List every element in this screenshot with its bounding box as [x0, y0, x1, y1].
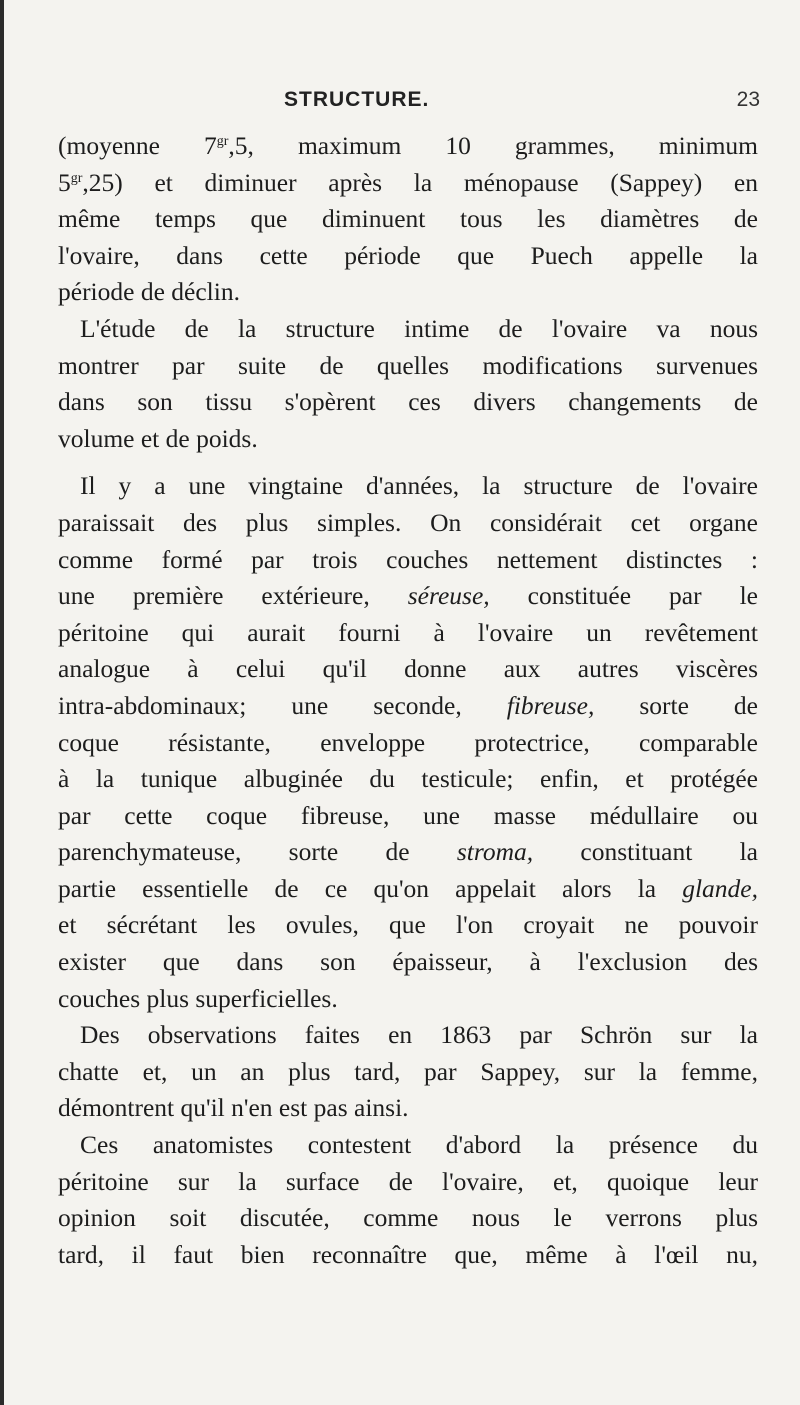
text-segment: Des observations faites en 1863 par Schrön sur la: [80, 1020, 758, 1050]
page-header: [270, 88, 760, 122]
text-segment: démontrent qu'il n'en est pas ainsi.: [58, 1093, 409, 1123]
text-line: [58, 201, 758, 238]
text-segment: dans son tissu s'opèrent ces divers changements de: [58, 387, 758, 417]
text-line: [58, 944, 758, 981]
text-line: [58, 1164, 758, 1201]
text-segment: Ces anatomistes contestent d'abord la présence du: [80, 1130, 758, 1160]
text-segment: 5: [58, 167, 71, 197]
text-line: [58, 725, 758, 762]
text-segment: couches plus superficielles.: [58, 983, 338, 1013]
text-line: [58, 1127, 758, 1164]
text-segment: par cette coque fibreuse, une masse médullaire ou: [58, 800, 758, 830]
text-line: [58, 907, 758, 944]
text-segment: même temps que diminuent tous les diamètres de: [58, 204, 758, 234]
text-segment: L'étude de la structure intime de l'ovaire va nous: [80, 313, 758, 343]
text-segment: coque résistante, enveloppe protectrice, comparable: [58, 727, 758, 757]
text-segment: (moyenne 7: [58, 131, 217, 160]
text-segment: constituant la: [533, 837, 758, 867]
text-segment: partie essentielle de ce qu'on appelait alors la: [58, 873, 683, 903]
page-number: 23: [736, 88, 760, 111]
italic-term: fibreuse,: [506, 690, 595, 720]
text-segment: sorte de: [594, 690, 758, 720]
text-segment: intra-abdominaux; une seconde,: [58, 690, 507, 720]
text-line: [58, 311, 758, 348]
text-segment: opinion soit discutée, comme nous le verrons plus: [58, 1203, 758, 1233]
text-line: [58, 578, 758, 615]
text-line: [58, 1017, 758, 1054]
text-line: [58, 1200, 758, 1237]
unit-superscript: gr: [70, 170, 83, 186]
text-line: [58, 798, 758, 835]
text-segment: à la tunique albuginée du testicule; enfin, et protégée: [58, 764, 758, 794]
text-line: [58, 1090, 758, 1127]
text-segment: période de déclin.: [58, 277, 240, 307]
text-segment: l'ovaire, dans cette période que Puech appelle la: [58, 240, 758, 270]
text-segment: tard, il faut bien reconnaître que, même à l'œil nu,: [58, 1239, 758, 1269]
text-line: [58, 542, 758, 579]
text-segment: Il y a une vingtaine d'années, la structure de l'ovaire: [80, 471, 758, 501]
text-segment: volume et de poids.: [58, 423, 258, 453]
text-line: [58, 348, 758, 385]
body-text: [58, 128, 758, 1273]
text-line: [58, 384, 758, 421]
paragraph-gap: [58, 457, 758, 468]
text-segment: et sécrétant les ovules, que l'on croyait ne pouvoir: [58, 910, 758, 940]
text-line: [58, 505, 758, 542]
page-left-edge: [0, 0, 4, 1405]
text-segment: comme formé par trois couches nettement distinctes :: [58, 544, 758, 574]
text-line: [58, 421, 758, 458]
italic-term: glande,: [682, 873, 758, 903]
italic-term: séreuse,: [407, 581, 490, 611]
text-line: [58, 981, 758, 1018]
text-segment: péritoine sur la surface de l'ovaire, et, quoique leur: [58, 1166, 758, 1196]
text-line: [58, 1054, 758, 1091]
text-line: [58, 871, 758, 908]
text-segment: une première extérieure,: [58, 581, 408, 611]
text-line: [58, 834, 758, 871]
text-segment: exister que dans son épaisseur, à l'exclusion des: [58, 947, 758, 977]
text-line: [58, 651, 758, 688]
text-line: [58, 128, 758, 165]
text-segment: paraissait des plus simples. On considérait cet organe: [58, 507, 758, 537]
text-segment: chatte et, un an plus tard, par Sappey, sur la femme,: [58, 1056, 758, 1086]
text-segment: ,5, maximum 10 grammes, minimum: [228, 131, 758, 160]
text-segment: analogue à celui qu'il donne aux autres viscères: [58, 654, 758, 684]
text-segment: péritoine qui aurait fourni à l'ovaire un revêtement: [58, 617, 758, 647]
text-line: [58, 761, 758, 798]
text-line: [58, 615, 758, 652]
running-title: STRUCTURE.: [284, 88, 430, 111]
text-segment: montrer par suite de quelles modifications survenues: [58, 350, 758, 380]
text-line: [58, 238, 758, 275]
text-line: [58, 274, 758, 311]
text-segment: ,25) et diminuer après la ménopause (Sappey) en: [82, 167, 758, 197]
text-line: [58, 688, 758, 725]
unit-superscript: gr: [216, 134, 229, 149]
italic-term: stroma,: [456, 837, 534, 867]
text-segment: constituée par le: [489, 581, 758, 611]
text-line: [58, 1237, 758, 1274]
text-segment: parenchymateuse, sorte de: [58, 837, 457, 867]
text-line: [58, 468, 758, 505]
text-line: [58, 165, 758, 202]
